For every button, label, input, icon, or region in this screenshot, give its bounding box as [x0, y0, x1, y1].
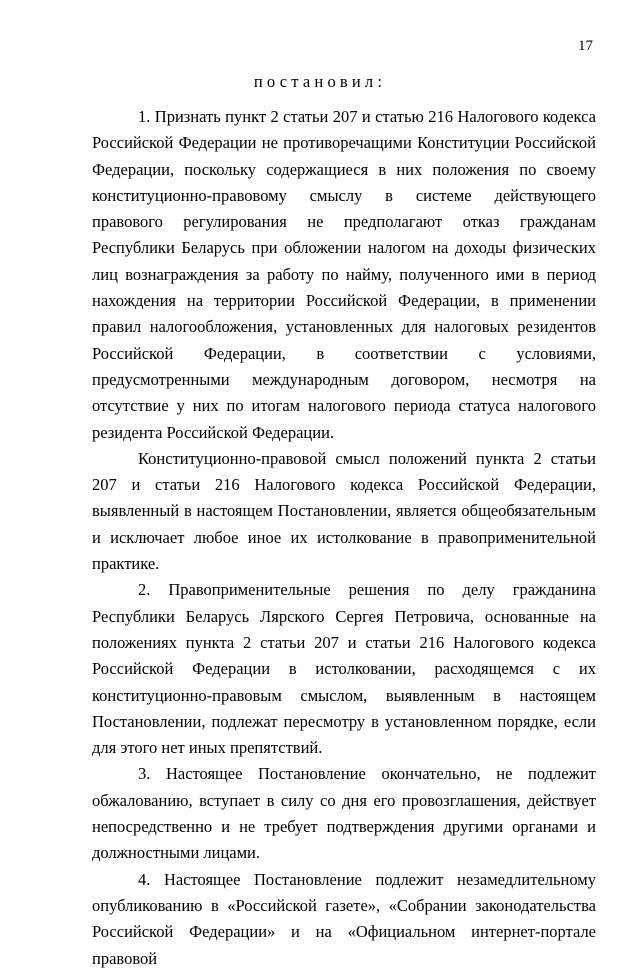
paragraph-4: 3. Настоящее Постановление окончательно, не подлежит обжалованию, вступает в силу со дня его провозглашения, действует непосредственно и не требует подтверждения другими органами и должностными лицами. — [92, 764, 596, 863]
document-body — [92, 104, 596, 972]
page-number: 17 — [578, 38, 593, 54]
paragraph-3: 2. Правоприменительные решения по делу гражданина Республики Беларусь Лярского Сергея Петровича, основанные на положениях пункта 2 статьи 207 и статьи 216 Налогового кодекса Российской Федерации в истолковании, расходящемся с их конституционно-правовым смыслом, выявленным в настоящем Постановлении, подлежат пересмотру в установленном порядке, если для этого нет иных препятствий. — [92, 580, 596, 758]
resolution-heading: постановил: — [253, 72, 387, 91]
paragraph-2: Конституционно-правовой смысл положений пункта 2 статьи 207 и статьи 216 Налогового кодекса Российской Федерации, выявленный в настоящем Постановлении, является общеобязательным и исключает любое иное их истолкование в правоприменительной практике. — [92, 448, 596, 574]
paragraph-1: 1. Признать пункт 2 статьи 207 и статью 216 Налогового кодекса Российской Федерации не противоречащими Конституции Российской Федерации, поскольку содержащиеся в них положения по своему конституционно-правовому смыслу в системе действующего правового регулирования не предполагают отказ гражданам Республики Беларусь при обложении налогом на доходы физических лиц вознаграждения за работу по найму, полученного ими в период нахождения на территории Российской Федерации, в применении правил налогообложения, установленных для налоговых резидентов Российской Федерации, в соответствии с условиями, предусмотренными международным договором, несмотря на отсутствие у них по итогам налогового периода статуса налогового резидента Российской Федерации. — [92, 107, 596, 442]
paragraph-5: 4. Настоящее Постановление подлежит незамедлительному опубликованию в «Российской газете», «Собрании законодательства Российской Федерации» и на «Официальном интернет-портале правовой — [92, 869, 596, 968]
